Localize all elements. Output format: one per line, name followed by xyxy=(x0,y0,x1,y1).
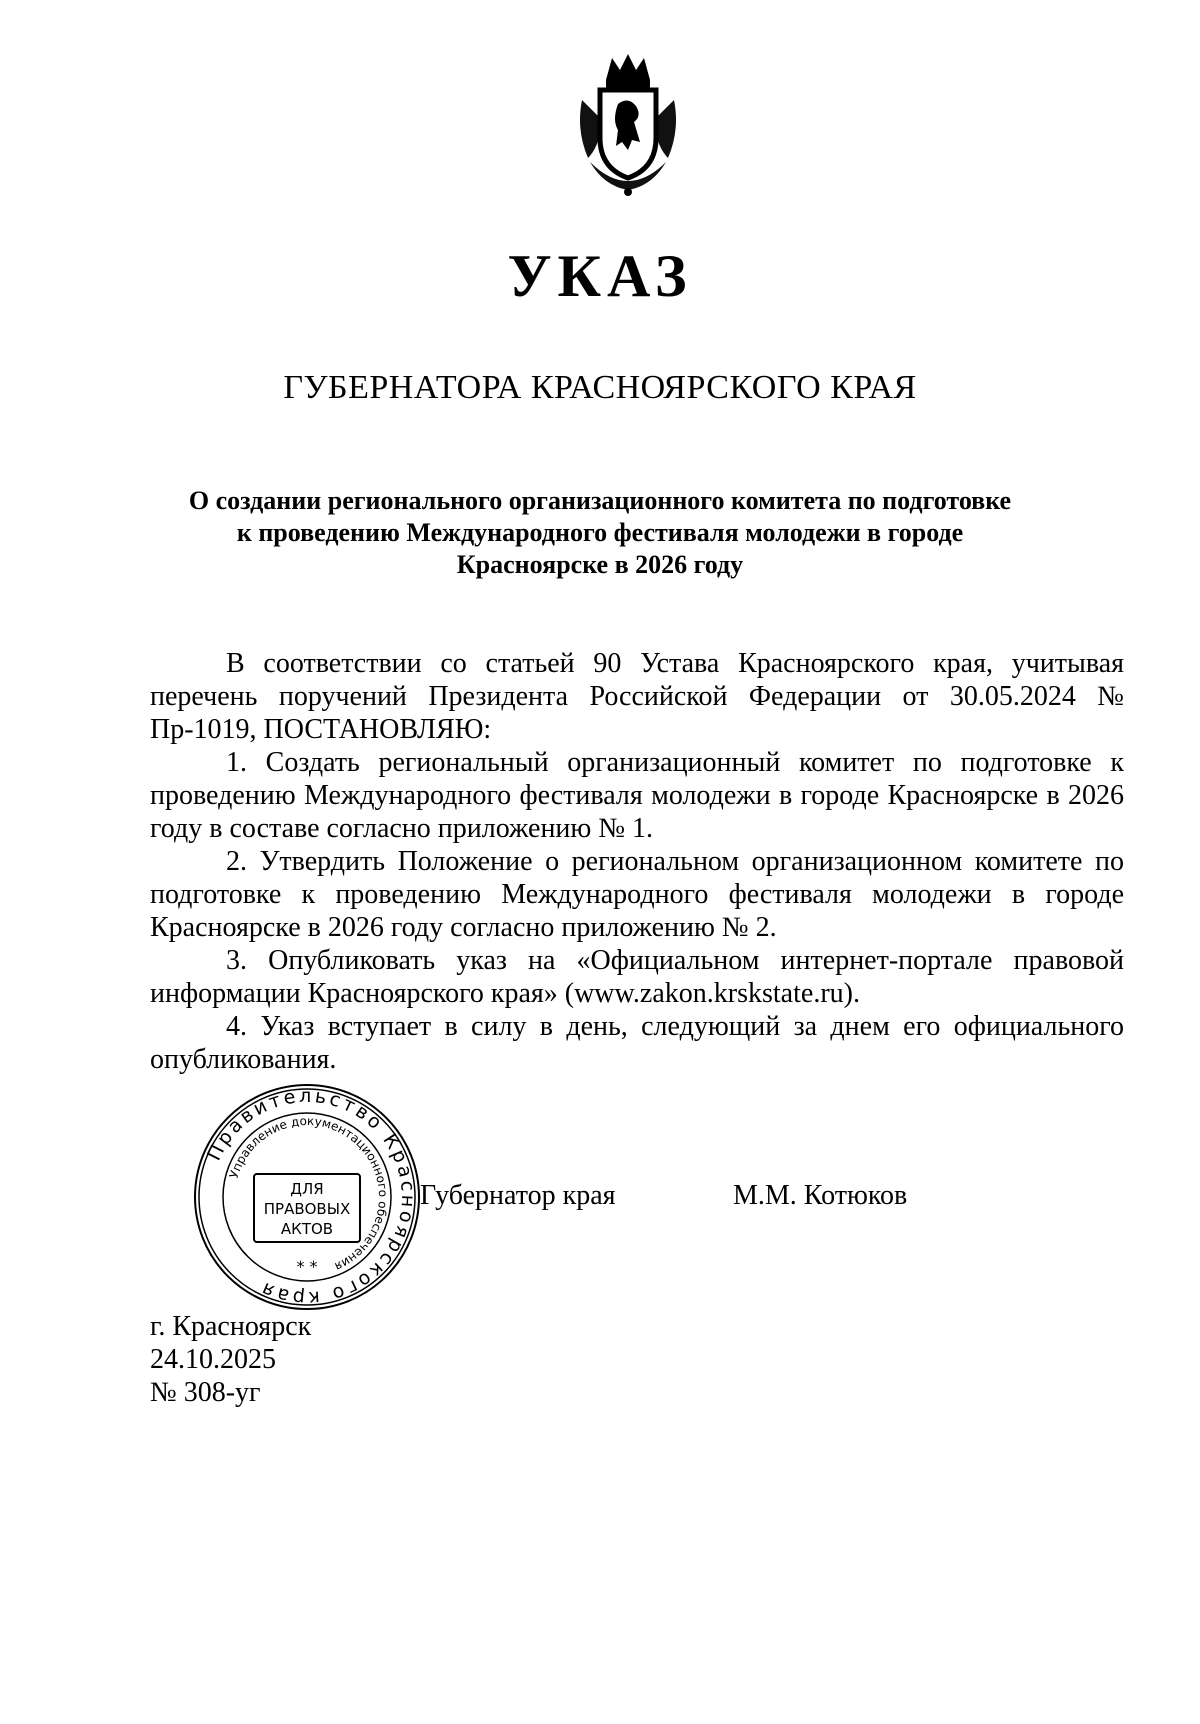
title-line: О создании регионального организационного комитета по подготовке xyxy=(188,486,1012,515)
issue-place: г. Красноярск xyxy=(150,1311,312,1342)
signatory-position: Губернатор края xyxy=(420,1180,616,1211)
document-footer xyxy=(150,1310,311,1409)
clause-1: 1. Создать региональный организационный комитет по подготовке к проведению Международного фестиваля молодежи в городе Красноярске в 2026 году в составе согласно приложению № 1. xyxy=(150,747,1124,844)
stamp-stars: * * xyxy=(296,1257,318,1276)
stamp-inner-text: Управление документационного обеспечения xyxy=(226,1113,391,1274)
stamp-center-line: АКТОВ xyxy=(280,1220,334,1238)
clause-2: 2. Утвердить Положение о региональном организационном комитете по подготовке к проведению Международного фестиваля молодежи в городе Красноярске в 2026 году согласно приложению № 2. xyxy=(150,846,1124,943)
clause-3: 3. Опубликовать указ на «Официальном интернет-портале правовой информации Красноярского края» (www.zakon.krskstate.ru). xyxy=(150,945,1124,1009)
preamble-paragraph: В соответствии со статьей 90 Устава Красноярского края, учитывая перечень поручений Президента Российской Федерации от 30.05.2024 № Пр-1019, ПОСТАНОВЛЯЮ: xyxy=(150,648,1124,745)
document-number: № 308-уг xyxy=(150,1377,261,1408)
stamp-outer-text: Правительство Красноярского края xyxy=(203,1084,420,1310)
title-line: к проведению Международного фестиваля молодежи в городе xyxy=(236,518,964,547)
title-line: Красноярске в 2026 году xyxy=(456,550,744,579)
document-type-heading: УКАЗ xyxy=(507,243,693,309)
stamp-center-line: ДЛЯ xyxy=(290,1180,324,1198)
signatory-name: М.М. Котюков xyxy=(733,1180,908,1211)
coat-of-arms-icon xyxy=(572,50,684,198)
official-stamp xyxy=(192,1082,422,1312)
clause-4: 4. Указ вступает в силу в день, следующий за днем его официального опубликования. xyxy=(150,1011,1124,1075)
stamp-center-line: ПРАВОВЫХ xyxy=(263,1200,351,1218)
document-body xyxy=(150,647,1124,1076)
document-title xyxy=(150,485,1050,581)
issue-date: 24.10.2025 xyxy=(150,1344,276,1375)
issuer-heading: ГУБЕРНАТОРА КРАСНОЯРСКОГО КРАЯ xyxy=(283,369,917,406)
